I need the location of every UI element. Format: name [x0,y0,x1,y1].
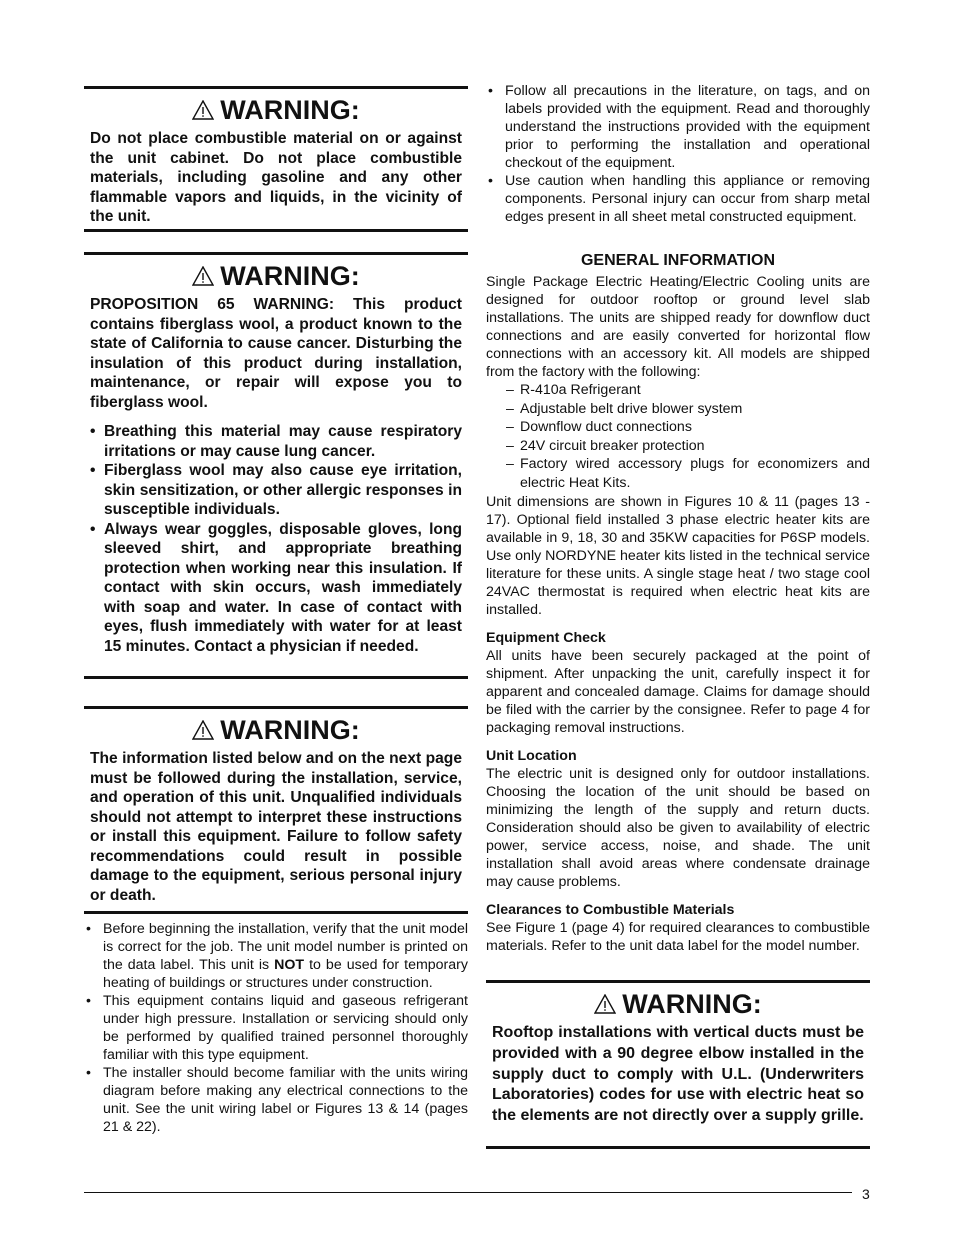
list-item: • Use caution when handling this appliance or removing components. Personal injury can occur from sharp metal edges present in all sheet metal constructed equipment. [486,172,870,226]
warning-text: Do not place combustible material on or against the unit cabinet. Do not place combustible materials, including gasoline and any other flammable vapors and liquids, in the vicinity of the unit. [90,130,462,225]
emphasis-not: NOT [274,957,305,973]
warning-title: WARNING: [220,714,360,745]
section-heading: GENERAL INFORMATION [580,252,776,269]
warning-triangle-icon [192,266,214,286]
list-item: – R-410a Refrigerant [506,381,870,400]
warning-triangle-icon [192,100,214,120]
paragraph: All units have been securely packaged at the point of shipment. After unpacking the unit, carefully inspect it for apparent and concealed damage. Claims for damage should be filed with the carrier by the consignee. Refer to page 4 for packaging removal instructions. [486,647,870,736]
precautions-list [486,82,870,226]
page-number: 3 [862,1186,870,1202]
list-item: – 24V circuit breaker protection [506,437,870,456]
warning-title: WARNING: [220,94,360,125]
warning-triangle-icon [594,994,616,1014]
general-information-section [486,252,870,955]
list-item: – Adjustable belt drive blower system [506,400,870,419]
warning-text: The information listed below and on the next page must be followed during the installation, service, and operation of this unit. Unqualified individuals should not attempt to interpret these instructions or install this equipment. Failure to follow safety recommendations could result in possible damage to the equipment, serious personal injury or death. [90,750,462,904]
footer-rule [84,1192,852,1193]
list-item: • Always wear goggles, disposable gloves, long sleeved shirt, and appropriate breathing protection when working near this insulation. If contact with skin occurs, wash immediately with soap and water. In case of contact with eyes, flush immediately with water for at least 15 minutes. Contact a physician if needed. [90,520,462,657]
installation-precautions-list [84,920,468,1136]
warning-title: WARNING: [220,260,360,291]
subheading: Clearances to Combustible Materials [486,901,735,918]
warning-text: Rooftop installations with vertical ducts must be provided with a 90 degree elbow installed in the supply duct to comply with U.L. (Underwriters Laboratories) codes for use with electric heat so the elements are not directly over a supply grille. [492,1024,864,1125]
list-item: • Fiberglass wool may also cause eye irritation, skin sensitization, or other allergic responses in susceptible individuals. [90,461,462,520]
paragraph: The electric unit is designed only for outdoor installations. Choosing the location of the unit should be based on minimizing the length of the supply and return ducts. Consideration should also be given to availability of electric power, service access, noise, and shade. The unit installation shall avoid areas where condensate drainage may cause problems. [486,765,870,890]
paragraph: Single Package Electric Heating/Electric Cooling units are designed for outdoor rooftop or ground level slab installations. The units are shipped ready for downflow duct connections and are easily converted for horizontal flow connections with an accessory kit. All models are shipped from the factory with the following: [486,274,870,380]
list-item: • Follow all precautions in the literature, on tags, and on labels provided with the equipment. Read and thoroughly understand the instructions provided with the equipment prior to performing the installation and operational checkout of the equipment. [486,82,870,172]
warning-triangle-icon [192,720,214,740]
subheading: Unit Location [486,747,577,764]
warning-text: PROPOSITION 65 WARNING: This product contains fiberglass wool, a product known to the state of California to cause cancer. Disturbing the insulation of this product during installation, maintenance, or repair will expose you to fiberglass wool. [90,296,462,411]
paragraph: Unit dimensions are shown in Figures 10 & 11 (pages 13 - 17). Optional field installed 3 phase electric heater kits are available in 9, 18, 30 and 35KW capacities for P6SP models. Use only NORDYNE heater kits listed in the technical service literature for these units. A single stage heat / two stage cool 24VAC thermostat is required when electric heat kits are installed. [486,493,871,618]
paragraph: See Figure 1 (page 4) for required clearances to combustible materials. Refer to the unit data label for the model number. [486,919,870,954]
features-list [486,381,870,493]
warning-box-combustible [84,86,468,233]
list-item: – Factory wired accessory plugs for economizers and electric Heat Kits. [506,455,870,492]
subheading: Equipment Check [486,629,606,646]
list-item: • This equipment contains liquid and gaseous refrigerant under high pressure. Installation or servicing should only be performed by qualified trained personnel thoroughly familiar with this type equipment. [84,992,468,1064]
list-item: • Breathing this material may cause respiratory irritations or may cause lung cancer. [90,422,462,461]
list-item: • Before beginning the installation, verify that the unit model is correct for the job. The unit model number is printed on the data label. This unit is NOT to be used for temporary heating of buildings or structures under construction. [84,920,468,992]
list-item: • The installer should become familiar with the units wiring diagram before making any electrical connections to the unit. See the unit wiring label or Figures 13 & 14 (pages 21 & 22). [84,1064,468,1136]
warning-bullet-list [84,422,468,656]
list-item: – Downflow duct connections [506,418,870,437]
warning-box-qualified-personnel [84,706,468,914]
warning-box-rooftop-ducts [486,980,870,1150]
warning-box-proposition-65 [84,252,468,680]
warning-title: WARNING: [622,988,762,1019]
